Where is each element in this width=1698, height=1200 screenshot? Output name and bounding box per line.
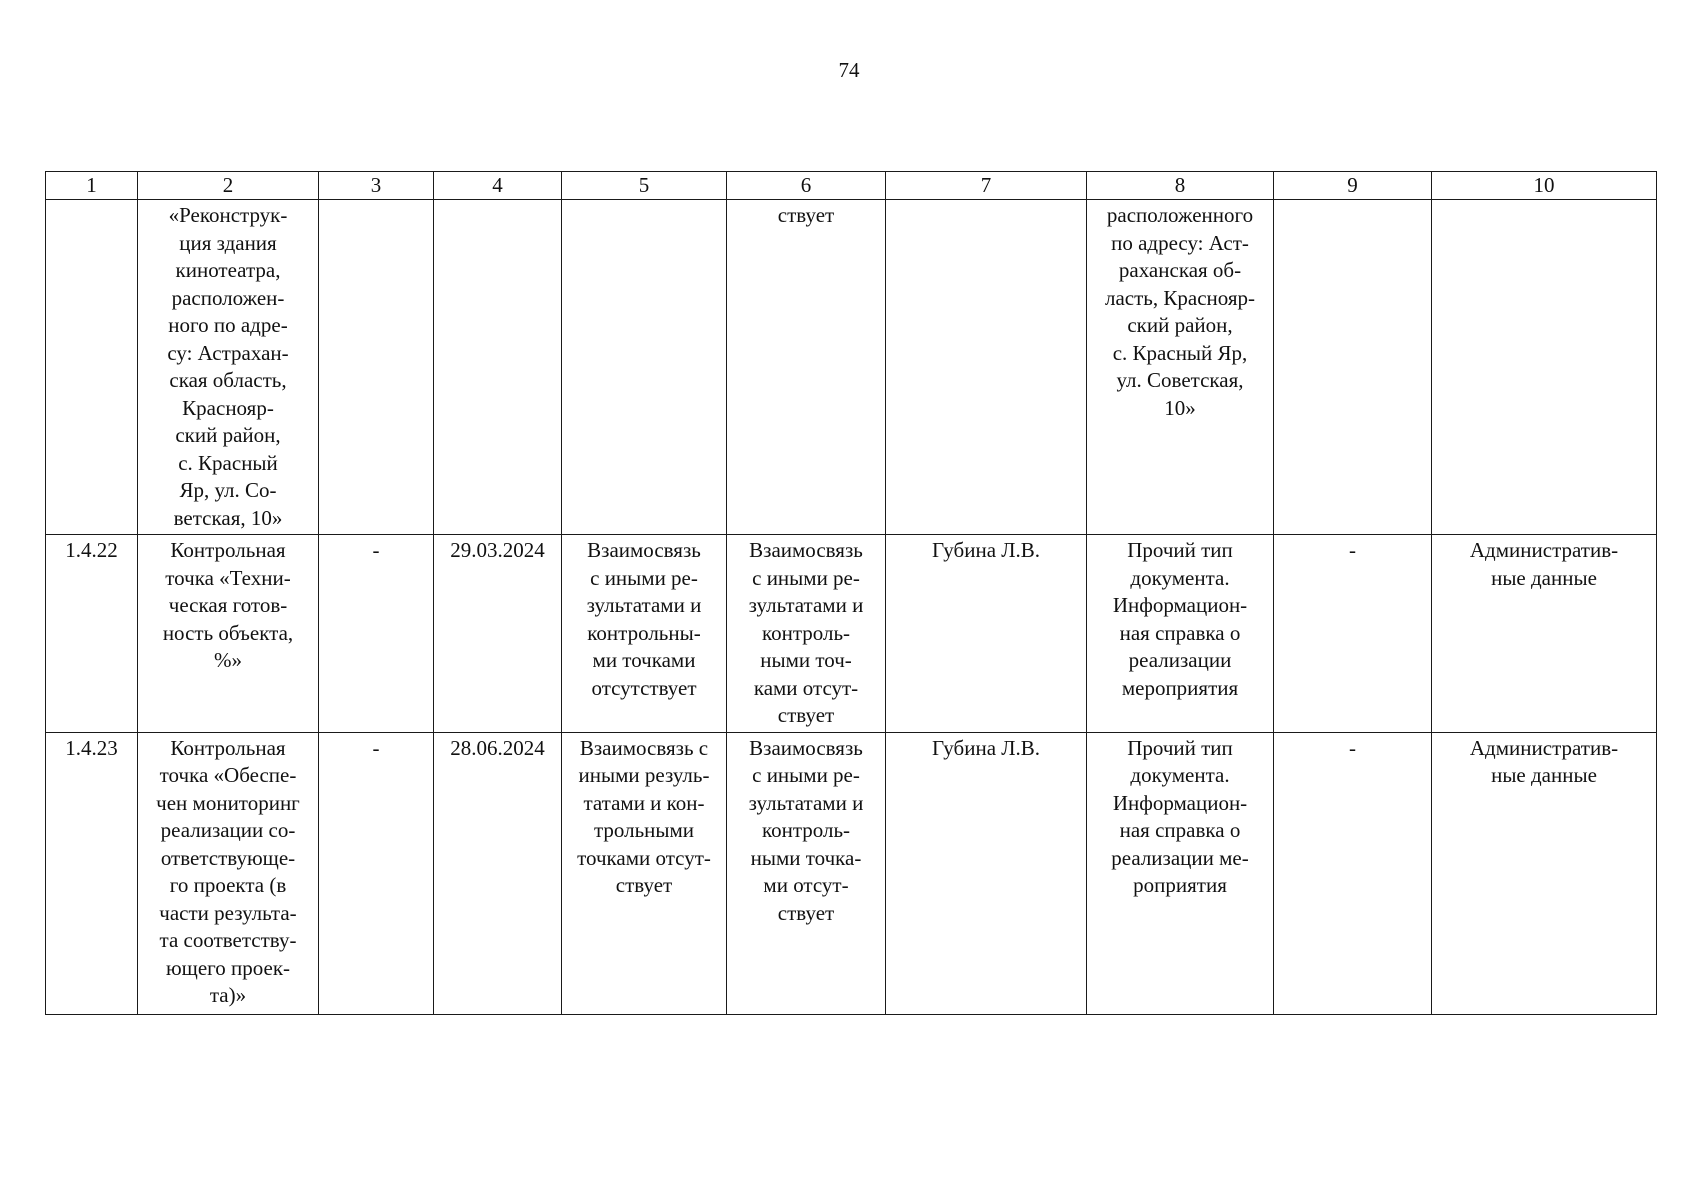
table-cell: Губина Л.В. <box>886 732 1087 1014</box>
table-cell: Взаимосвязь с иными резуль- татами и кон- трольными точками отсут- ствует <box>562 732 727 1014</box>
data-table <box>45 171 1657 1015</box>
table-cell: Губина Л.В. <box>886 535 1087 733</box>
table-header-row <box>46 172 1657 200</box>
table-cell: 1.4.23 <box>46 732 138 1014</box>
table-cell <box>46 200 138 535</box>
table-cell <box>434 200 562 535</box>
page-number: 74 <box>838 58 860 82</box>
column-header: 5 <box>562 172 727 200</box>
table-cell: ствует <box>727 200 886 535</box>
table-cell: 29.03.2024 <box>434 535 562 733</box>
table-cell: 28.06.2024 <box>434 732 562 1014</box>
table-cell: Административ- ные данные <box>1432 732 1657 1014</box>
column-header: 10 <box>1432 172 1657 200</box>
table-cell: Контрольная точка «Обеспе- чен мониторинг реализации со- ответствующе- го проекта (в части результа- та соответству- ющего проек- та)» <box>138 732 319 1014</box>
table-cell <box>319 200 434 535</box>
table-cell <box>1432 200 1657 535</box>
table-cell: Взаимосвязь с иными ре- зультатами и контрольны- ми точками отсутствует <box>562 535 727 733</box>
table-row <box>46 535 1657 733</box>
table-row <box>46 200 1657 535</box>
table-cell: Административ- ные данные <box>1432 535 1657 733</box>
table-cell: Взаимосвязь с иными ре- зультатами и контроль- ными точ- ками отсут- ствует <box>727 535 886 733</box>
table-cell: - <box>1274 732 1432 1014</box>
table-cell <box>562 200 727 535</box>
table-cell: 1.4.22 <box>46 535 138 733</box>
column-header: 6 <box>727 172 886 200</box>
column-header: 3 <box>319 172 434 200</box>
table-row <box>46 732 1657 1014</box>
column-header: 7 <box>886 172 1087 200</box>
table-cell: Прочий тип документа. Информацион- ная справка о реализации мероприятия <box>1087 535 1274 733</box>
table-cell: Прочий тип документа. Информацион- ная справка о реализации ме- роприятия <box>1087 732 1274 1014</box>
table-cell: «Реконструк- ция здания кинотеатра, расположен- ного по адре- су: Астрахан- ская область, Краснояр- ский район, с. Красный Яр, ул. Со- ветская, 10» <box>138 200 319 535</box>
column-header: 1 <box>46 172 138 200</box>
column-header: 4 <box>434 172 562 200</box>
table-cell: - <box>1274 535 1432 733</box>
table-cell: - <box>319 535 434 733</box>
table-cell: Взаимосвязь с иными ре- зультатами и контроль- ными точка- ми отсут- ствует <box>727 732 886 1014</box>
table-cell: - <box>319 732 434 1014</box>
column-header: 8 <box>1087 172 1274 200</box>
column-header: 2 <box>138 172 319 200</box>
column-header: 9 <box>1274 172 1432 200</box>
table-cell <box>1274 200 1432 535</box>
table-cell <box>886 200 1087 535</box>
table-cell: расположенного по адресу: Аст- раханская об- ласть, Краснояр- ский район, с. Красный Яр, ул. Советская, 10» <box>1087 200 1274 535</box>
table-cell: Контрольная точка «Техни- ческая готов- ность объекта, %» <box>138 535 319 733</box>
